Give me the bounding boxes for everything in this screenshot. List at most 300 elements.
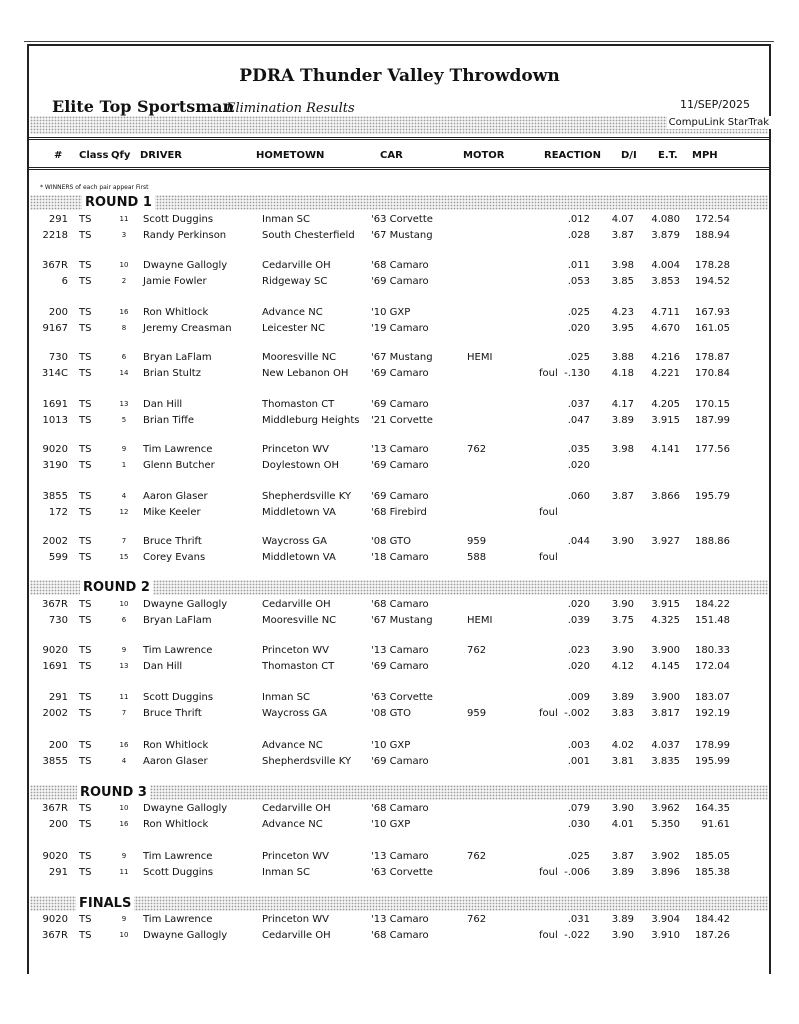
table-row bbox=[0, 912, 799, 927]
col-header-num: # bbox=[54, 150, 63, 161]
reaction-time: .023 bbox=[567, 645, 590, 656]
motor: 762 bbox=[467, 914, 487, 925]
qualifying-position: 9 bbox=[121, 646, 127, 654]
driver-name: Dwayne Gallogly bbox=[143, 260, 228, 271]
qualifying-position: 7 bbox=[121, 537, 127, 545]
winners-note: * WINNERS of each pair appear First bbox=[40, 184, 149, 191]
speed-mph: 185.05 bbox=[695, 851, 730, 862]
dial-in: 4.01 bbox=[611, 819, 634, 830]
reaction-time: .011 bbox=[567, 260, 590, 271]
elapsed-time: 3.910 bbox=[651, 930, 680, 941]
qualifying-position: 10 bbox=[119, 804, 129, 812]
car: '10 GXP bbox=[371, 819, 411, 830]
car: '08 GTO bbox=[371, 708, 412, 719]
car: '68 Camaro bbox=[371, 599, 429, 610]
motor: 762 bbox=[467, 645, 487, 656]
elapsed-time: 3.915 bbox=[651, 415, 680, 426]
table-row bbox=[0, 442, 799, 457]
elapsed-time: 3.902 bbox=[651, 851, 680, 862]
car: '69 Camaro bbox=[371, 661, 429, 672]
speed-mph: 195.99 bbox=[695, 756, 730, 767]
qualifying-position: 9 bbox=[121, 915, 127, 923]
driver-name: Tim Lawrence bbox=[143, 914, 213, 925]
qualifying-position: 3 bbox=[121, 231, 127, 239]
qualifying-position: 4 bbox=[121, 492, 127, 500]
table-row bbox=[0, 706, 799, 721]
class: TS bbox=[79, 615, 92, 626]
car-number: 3855 bbox=[42, 491, 68, 502]
dial-in: 3.88 bbox=[611, 352, 634, 363]
reaction-time: .025 bbox=[567, 307, 590, 318]
table-row bbox=[0, 754, 799, 769]
reaction-time: .031 bbox=[567, 914, 590, 925]
class: TS bbox=[79, 756, 92, 767]
car: '67 Mustang bbox=[371, 352, 433, 363]
car: '68 Firebird bbox=[371, 507, 427, 518]
header-stipple-band bbox=[30, 116, 768, 134]
class: TS bbox=[79, 645, 92, 656]
car: '69 Camaro bbox=[371, 460, 429, 471]
driver-name: Scott Duggins bbox=[143, 692, 214, 703]
dial-in: 3.85 bbox=[611, 276, 634, 287]
reaction-time: -.022 bbox=[564, 930, 590, 941]
driver-name: Dwayne Gallogly bbox=[143, 599, 228, 610]
speed-mph: 188.94 bbox=[695, 230, 730, 241]
class: TS bbox=[79, 323, 92, 334]
hometown: Middleburg Heights bbox=[262, 415, 360, 426]
car: '08 GTO bbox=[371, 536, 412, 547]
foul-flag: foul bbox=[539, 368, 558, 379]
driver-name: Ron Whitlock bbox=[143, 740, 209, 751]
table-row bbox=[0, 738, 799, 753]
car-number: 367R bbox=[41, 930, 68, 941]
class: TS bbox=[79, 352, 92, 363]
speed-mph: 170.15 bbox=[695, 399, 730, 410]
qualifying-position: 10 bbox=[119, 600, 129, 608]
reaction-time: .060 bbox=[567, 491, 590, 502]
qualifying-position: 15 bbox=[119, 553, 129, 561]
car-number: 9020 bbox=[42, 914, 68, 925]
qualifying-position: 10 bbox=[119, 931, 129, 939]
col-header-mph: MPH bbox=[692, 150, 718, 161]
class: TS bbox=[79, 914, 92, 925]
speed-mph: 167.93 bbox=[695, 307, 730, 318]
hometown: Inman SC bbox=[262, 214, 311, 225]
car: '67 Mustang bbox=[371, 615, 433, 626]
hometown: Waycross GA bbox=[262, 536, 327, 547]
table-row bbox=[0, 350, 799, 365]
car: '68 Camaro bbox=[371, 260, 429, 271]
qualifying-position: 5 bbox=[121, 416, 127, 424]
speed-mph: 184.42 bbox=[695, 914, 730, 925]
driver-name: Brian Stultz bbox=[143, 368, 201, 379]
speed-mph: 187.26 bbox=[695, 930, 730, 941]
driver-name: Brian Tiffe bbox=[143, 415, 195, 426]
elapsed-time: 3.896 bbox=[651, 867, 680, 878]
driver-name: Jamie Fowler bbox=[143, 276, 207, 287]
car: '10 GXP bbox=[371, 740, 411, 751]
qualifying-position: 8 bbox=[121, 324, 127, 332]
qualifying-position: 2 bbox=[121, 277, 127, 285]
hometown: Middletown VA bbox=[262, 507, 336, 518]
reaction-time: .020 bbox=[567, 661, 590, 672]
driver-name: Glenn Butcher bbox=[143, 460, 215, 471]
qualifying-position: 16 bbox=[119, 741, 129, 749]
class: TS bbox=[79, 491, 92, 502]
col-header-class: Class bbox=[79, 150, 109, 161]
hometown: Inman SC bbox=[262, 692, 311, 703]
class: TS bbox=[79, 930, 92, 941]
reaction-time: .047 bbox=[567, 415, 590, 426]
hometown: New Lebanon OH bbox=[262, 368, 349, 379]
hometown: Princeton WV bbox=[262, 851, 330, 862]
reaction-time: .030 bbox=[567, 819, 590, 830]
elapsed-time: 4.080 bbox=[651, 214, 680, 225]
header-divider-top-2 bbox=[29, 139, 769, 140]
speed-mph: 151.48 bbox=[695, 615, 730, 626]
qualifying-position: 14 bbox=[119, 369, 129, 377]
dial-in: 3.98 bbox=[611, 444, 634, 455]
driver-name: Scott Duggins bbox=[143, 867, 214, 878]
table-row bbox=[0, 597, 799, 612]
hometown: Princeton WV bbox=[262, 444, 330, 455]
round-band bbox=[30, 896, 768, 911]
elapsed-time: 3.835 bbox=[651, 756, 680, 767]
dial-in: 3.89 bbox=[611, 692, 634, 703]
speed-mph: 161.05 bbox=[695, 323, 730, 334]
driver-name: Scott Duggins bbox=[143, 214, 214, 225]
elapsed-time: 4.325 bbox=[651, 615, 680, 626]
class: TS bbox=[79, 444, 92, 455]
hometown: Inman SC bbox=[262, 867, 311, 878]
table-row bbox=[0, 865, 799, 880]
dial-in: 3.89 bbox=[611, 867, 634, 878]
car-number: 6 bbox=[61, 276, 68, 287]
car: '69 Camaro bbox=[371, 276, 429, 287]
class: TS bbox=[79, 692, 92, 703]
hometown: South Chesterfield bbox=[262, 230, 355, 241]
class: TS bbox=[79, 260, 92, 271]
qualifying-position: 11 bbox=[119, 215, 129, 223]
table-row bbox=[0, 489, 799, 504]
col-header-motor: MOTOR bbox=[463, 150, 505, 161]
car-number: 367R bbox=[41, 260, 68, 271]
table-row bbox=[0, 397, 799, 412]
hometown: Cedarville OH bbox=[262, 803, 331, 814]
driver-name: Aaron Glaser bbox=[143, 756, 208, 767]
car: '13 Camaro bbox=[371, 645, 429, 656]
elapsed-time: 3.879 bbox=[651, 230, 680, 241]
dial-in: 3.81 bbox=[611, 756, 634, 767]
speed-mph: 91.61 bbox=[701, 819, 730, 830]
car-number: 599 bbox=[48, 552, 68, 563]
car-number: 2002 bbox=[42, 708, 68, 719]
class: TS bbox=[79, 276, 92, 287]
table-row bbox=[0, 505, 799, 520]
speed-mph: 178.28 bbox=[695, 260, 730, 271]
class: TS bbox=[79, 867, 92, 878]
speed-mph: 172.54 bbox=[695, 214, 730, 225]
car: '13 Camaro bbox=[371, 851, 429, 862]
reaction-time: .025 bbox=[567, 851, 590, 862]
elapsed-time: 5.350 bbox=[651, 819, 680, 830]
hometown: Cedarville OH bbox=[262, 599, 331, 610]
elapsed-time: 3.915 bbox=[651, 599, 680, 610]
timing-system-label: CompuLink StarTrak bbox=[668, 117, 769, 128]
dial-in: 3.98 bbox=[611, 260, 634, 271]
driver-name: Randy Perkinson bbox=[143, 230, 227, 241]
qualifying-position: 11 bbox=[119, 693, 129, 701]
reaction-time: .009 bbox=[567, 692, 590, 703]
qualifying-position: 6 bbox=[121, 616, 127, 624]
driver-name: Dan Hill bbox=[143, 399, 183, 410]
car-number: 1691 bbox=[42, 399, 68, 410]
car: '13 Camaro bbox=[371, 444, 429, 455]
table-row bbox=[0, 643, 799, 658]
table-row bbox=[0, 550, 799, 565]
header-divider-top bbox=[29, 137, 769, 138]
class: TS bbox=[79, 851, 92, 862]
qualifying-position: 10 bbox=[119, 261, 129, 269]
hometown: Thomaston CT bbox=[262, 399, 335, 410]
car-number: 730 bbox=[48, 615, 68, 626]
driver-name: Bruce Thrift bbox=[143, 536, 202, 547]
elapsed-time: 3.962 bbox=[651, 803, 680, 814]
round-label: ROUND 3 bbox=[77, 785, 150, 800]
driver-name: Mike Keeler bbox=[143, 507, 201, 518]
table-row bbox=[0, 458, 799, 473]
reaction-time: .039 bbox=[567, 615, 590, 626]
reaction-time: .035 bbox=[567, 444, 590, 455]
car-number: 314C bbox=[41, 368, 68, 379]
class: TS bbox=[79, 214, 92, 225]
round-label: FINALS bbox=[76, 896, 134, 911]
dial-in: 3.90 bbox=[611, 645, 634, 656]
dial-in: 3.90 bbox=[611, 930, 634, 941]
dial-in: 3.89 bbox=[611, 914, 634, 925]
qualifying-position: 13 bbox=[119, 400, 129, 408]
driver-name: Tim Lawrence bbox=[143, 444, 213, 455]
car: '10 GXP bbox=[371, 307, 411, 318]
class: TS bbox=[79, 415, 92, 426]
round-label: ROUND 2 bbox=[80, 580, 153, 595]
foul-flag: foul bbox=[539, 708, 558, 719]
speed-mph: 183.07 bbox=[695, 692, 730, 703]
dial-in: 3.90 bbox=[611, 536, 634, 547]
reaction-time: .044 bbox=[567, 536, 590, 547]
elapsed-time: 3.866 bbox=[651, 491, 680, 502]
speed-mph: 187.99 bbox=[695, 415, 730, 426]
driver-name: Dwayne Gallogly bbox=[143, 930, 228, 941]
dial-in: 4.02 bbox=[611, 740, 634, 751]
reaction-time: .025 bbox=[567, 352, 590, 363]
reaction-time: .003 bbox=[567, 740, 590, 751]
dial-in: 4.07 bbox=[611, 214, 634, 225]
col-header-qfy: Qfy bbox=[111, 150, 131, 161]
elapsed-time: 3.853 bbox=[651, 276, 680, 287]
car-number: 3855 bbox=[42, 756, 68, 767]
car-number: 3190 bbox=[42, 460, 68, 471]
table-row bbox=[0, 413, 799, 428]
motor: 959 bbox=[467, 708, 487, 719]
hometown: Mooresville NC bbox=[262, 352, 337, 363]
foul-flag: foul bbox=[539, 867, 558, 878]
class: TS bbox=[79, 552, 92, 563]
dial-in: 3.87 bbox=[611, 230, 634, 241]
foul-flag: foul bbox=[539, 930, 558, 941]
dial-in: 3.83 bbox=[611, 708, 634, 719]
qualifying-position: 1 bbox=[121, 461, 127, 469]
class: TS bbox=[79, 536, 92, 547]
driver-name: Ron Whitlock bbox=[143, 307, 209, 318]
speed-mph: 178.99 bbox=[695, 740, 730, 751]
elapsed-time: 4.004 bbox=[651, 260, 680, 271]
round-label: ROUND 1 bbox=[82, 195, 155, 210]
hometown: Middletown VA bbox=[262, 552, 336, 563]
elapsed-time: 3.927 bbox=[651, 536, 680, 547]
car-number: 1691 bbox=[42, 661, 68, 672]
class: TS bbox=[79, 507, 92, 518]
car: '13 Camaro bbox=[371, 914, 429, 925]
class: TS bbox=[79, 399, 92, 410]
car: '69 Camaro bbox=[371, 756, 429, 767]
header-divider-bottom bbox=[29, 167, 769, 168]
car-number: 291 bbox=[48, 692, 68, 703]
dial-in: 3.90 bbox=[611, 599, 634, 610]
table-row bbox=[0, 212, 799, 227]
elapsed-time: 3.900 bbox=[651, 692, 680, 703]
col-header-di: D/I bbox=[621, 150, 637, 161]
dial-in: 4.23 bbox=[611, 307, 634, 318]
hometown: Cedarville OH bbox=[262, 260, 331, 271]
car: '21 Corvette bbox=[371, 415, 433, 426]
dial-in: 3.87 bbox=[611, 851, 634, 862]
qualifying-position: 16 bbox=[119, 308, 129, 316]
car-number: 730 bbox=[48, 352, 68, 363]
reaction-time: .020 bbox=[567, 323, 590, 334]
qualifying-position: 16 bbox=[119, 820, 129, 828]
motor: HEMI bbox=[467, 352, 493, 363]
motor: HEMI bbox=[467, 615, 493, 626]
reaction-time: -.006 bbox=[564, 867, 590, 878]
hometown: Shepherdsville KY bbox=[262, 756, 352, 767]
event-title: PDRA Thunder Valley Throwdown bbox=[239, 66, 560, 86]
qualifying-position: 12 bbox=[119, 508, 129, 516]
class: TS bbox=[79, 740, 92, 751]
speed-mph: 180.33 bbox=[695, 645, 730, 656]
hometown: Doylestown OH bbox=[262, 460, 340, 471]
car: '69 Camaro bbox=[371, 368, 429, 379]
elapsed-time: 4.141 bbox=[651, 444, 680, 455]
car-number: 291 bbox=[48, 867, 68, 878]
car: '69 Camaro bbox=[371, 491, 429, 502]
speed-mph: 177.56 bbox=[695, 444, 730, 455]
class: TS bbox=[79, 661, 92, 672]
reaction-time: .020 bbox=[567, 599, 590, 610]
qualifying-position: 13 bbox=[119, 662, 129, 670]
elapsed-time: 4.670 bbox=[651, 323, 680, 334]
table-row bbox=[0, 258, 799, 273]
foul-flag: foul bbox=[539, 552, 558, 563]
table-row bbox=[0, 613, 799, 628]
driver-name: Corey Evans bbox=[143, 552, 206, 563]
class: TS bbox=[79, 368, 92, 379]
speed-mph: 192.19 bbox=[695, 708, 730, 719]
table-row bbox=[0, 801, 799, 816]
reaction-time: .037 bbox=[567, 399, 590, 410]
class: TS bbox=[79, 819, 92, 830]
hometown: Leicester NC bbox=[262, 323, 326, 334]
hometown: Shepherdsville KY bbox=[262, 491, 352, 502]
dial-in: 4.17 bbox=[611, 399, 634, 410]
car-number: 200 bbox=[48, 819, 68, 830]
speed-mph: 184.22 bbox=[695, 599, 730, 610]
table-row bbox=[0, 305, 799, 320]
hometown: Princeton WV bbox=[262, 645, 330, 656]
table-row bbox=[0, 690, 799, 705]
car-number: 200 bbox=[48, 307, 68, 318]
table-row bbox=[0, 849, 799, 864]
hometown: Cedarville OH bbox=[262, 930, 331, 941]
col-header-reaction: REACTION bbox=[544, 150, 602, 161]
table-row bbox=[0, 228, 799, 243]
speed-mph: 172.04 bbox=[695, 661, 730, 672]
class: TS bbox=[79, 460, 92, 471]
qualifying-position: 9 bbox=[121, 445, 127, 453]
event-date: 11/SEP/2025 bbox=[680, 98, 750, 111]
table-row bbox=[0, 659, 799, 674]
driver-name: Ron Whitlock bbox=[143, 819, 209, 830]
car-number: 1013 bbox=[42, 415, 68, 426]
dial-in: 4.12 bbox=[611, 661, 634, 672]
speed-mph: 178.87 bbox=[695, 352, 730, 363]
hometown: Advance NC bbox=[262, 819, 323, 830]
table-row bbox=[0, 534, 799, 549]
table-row bbox=[0, 928, 799, 943]
qualifying-position: 4 bbox=[121, 757, 127, 765]
hometown: Princeton WV bbox=[262, 914, 330, 925]
reaction-time: -.002 bbox=[564, 708, 590, 719]
elapsed-time: 3.904 bbox=[651, 914, 680, 925]
class: TS bbox=[79, 599, 92, 610]
car-number: 367R bbox=[41, 599, 68, 610]
col-header-hometown: HOMETOWN bbox=[256, 150, 325, 161]
reaction-time: .020 bbox=[567, 460, 590, 471]
dial-in: 3.90 bbox=[611, 803, 634, 814]
qualifying-position: 11 bbox=[119, 868, 129, 876]
driver-name: Bryan LaFlam bbox=[143, 615, 212, 626]
driver-name: Bruce Thrift bbox=[143, 708, 202, 719]
car: '63 Corvette bbox=[371, 867, 433, 878]
qualifying-position: 7 bbox=[121, 709, 127, 717]
car-number: 291 bbox=[48, 214, 68, 225]
reaction-time: -.130 bbox=[564, 368, 590, 379]
reaction-time: .079 bbox=[567, 803, 590, 814]
elapsed-time: 4.216 bbox=[651, 352, 680, 363]
car-number: 367R bbox=[41, 803, 68, 814]
driver-name: Tim Lawrence bbox=[143, 645, 213, 656]
driver-name: Dan Hill bbox=[143, 661, 183, 672]
dial-in: 3.89 bbox=[611, 415, 634, 426]
col-header-et: E.T. bbox=[658, 150, 678, 161]
car-number: 2218 bbox=[42, 230, 68, 241]
car-number: 9020 bbox=[42, 851, 68, 862]
class: TS bbox=[79, 803, 92, 814]
hometown: Advance NC bbox=[262, 740, 323, 751]
car-number: 200 bbox=[48, 740, 68, 751]
elapsed-time: 4.037 bbox=[651, 740, 680, 751]
car-number: 2002 bbox=[42, 536, 68, 547]
